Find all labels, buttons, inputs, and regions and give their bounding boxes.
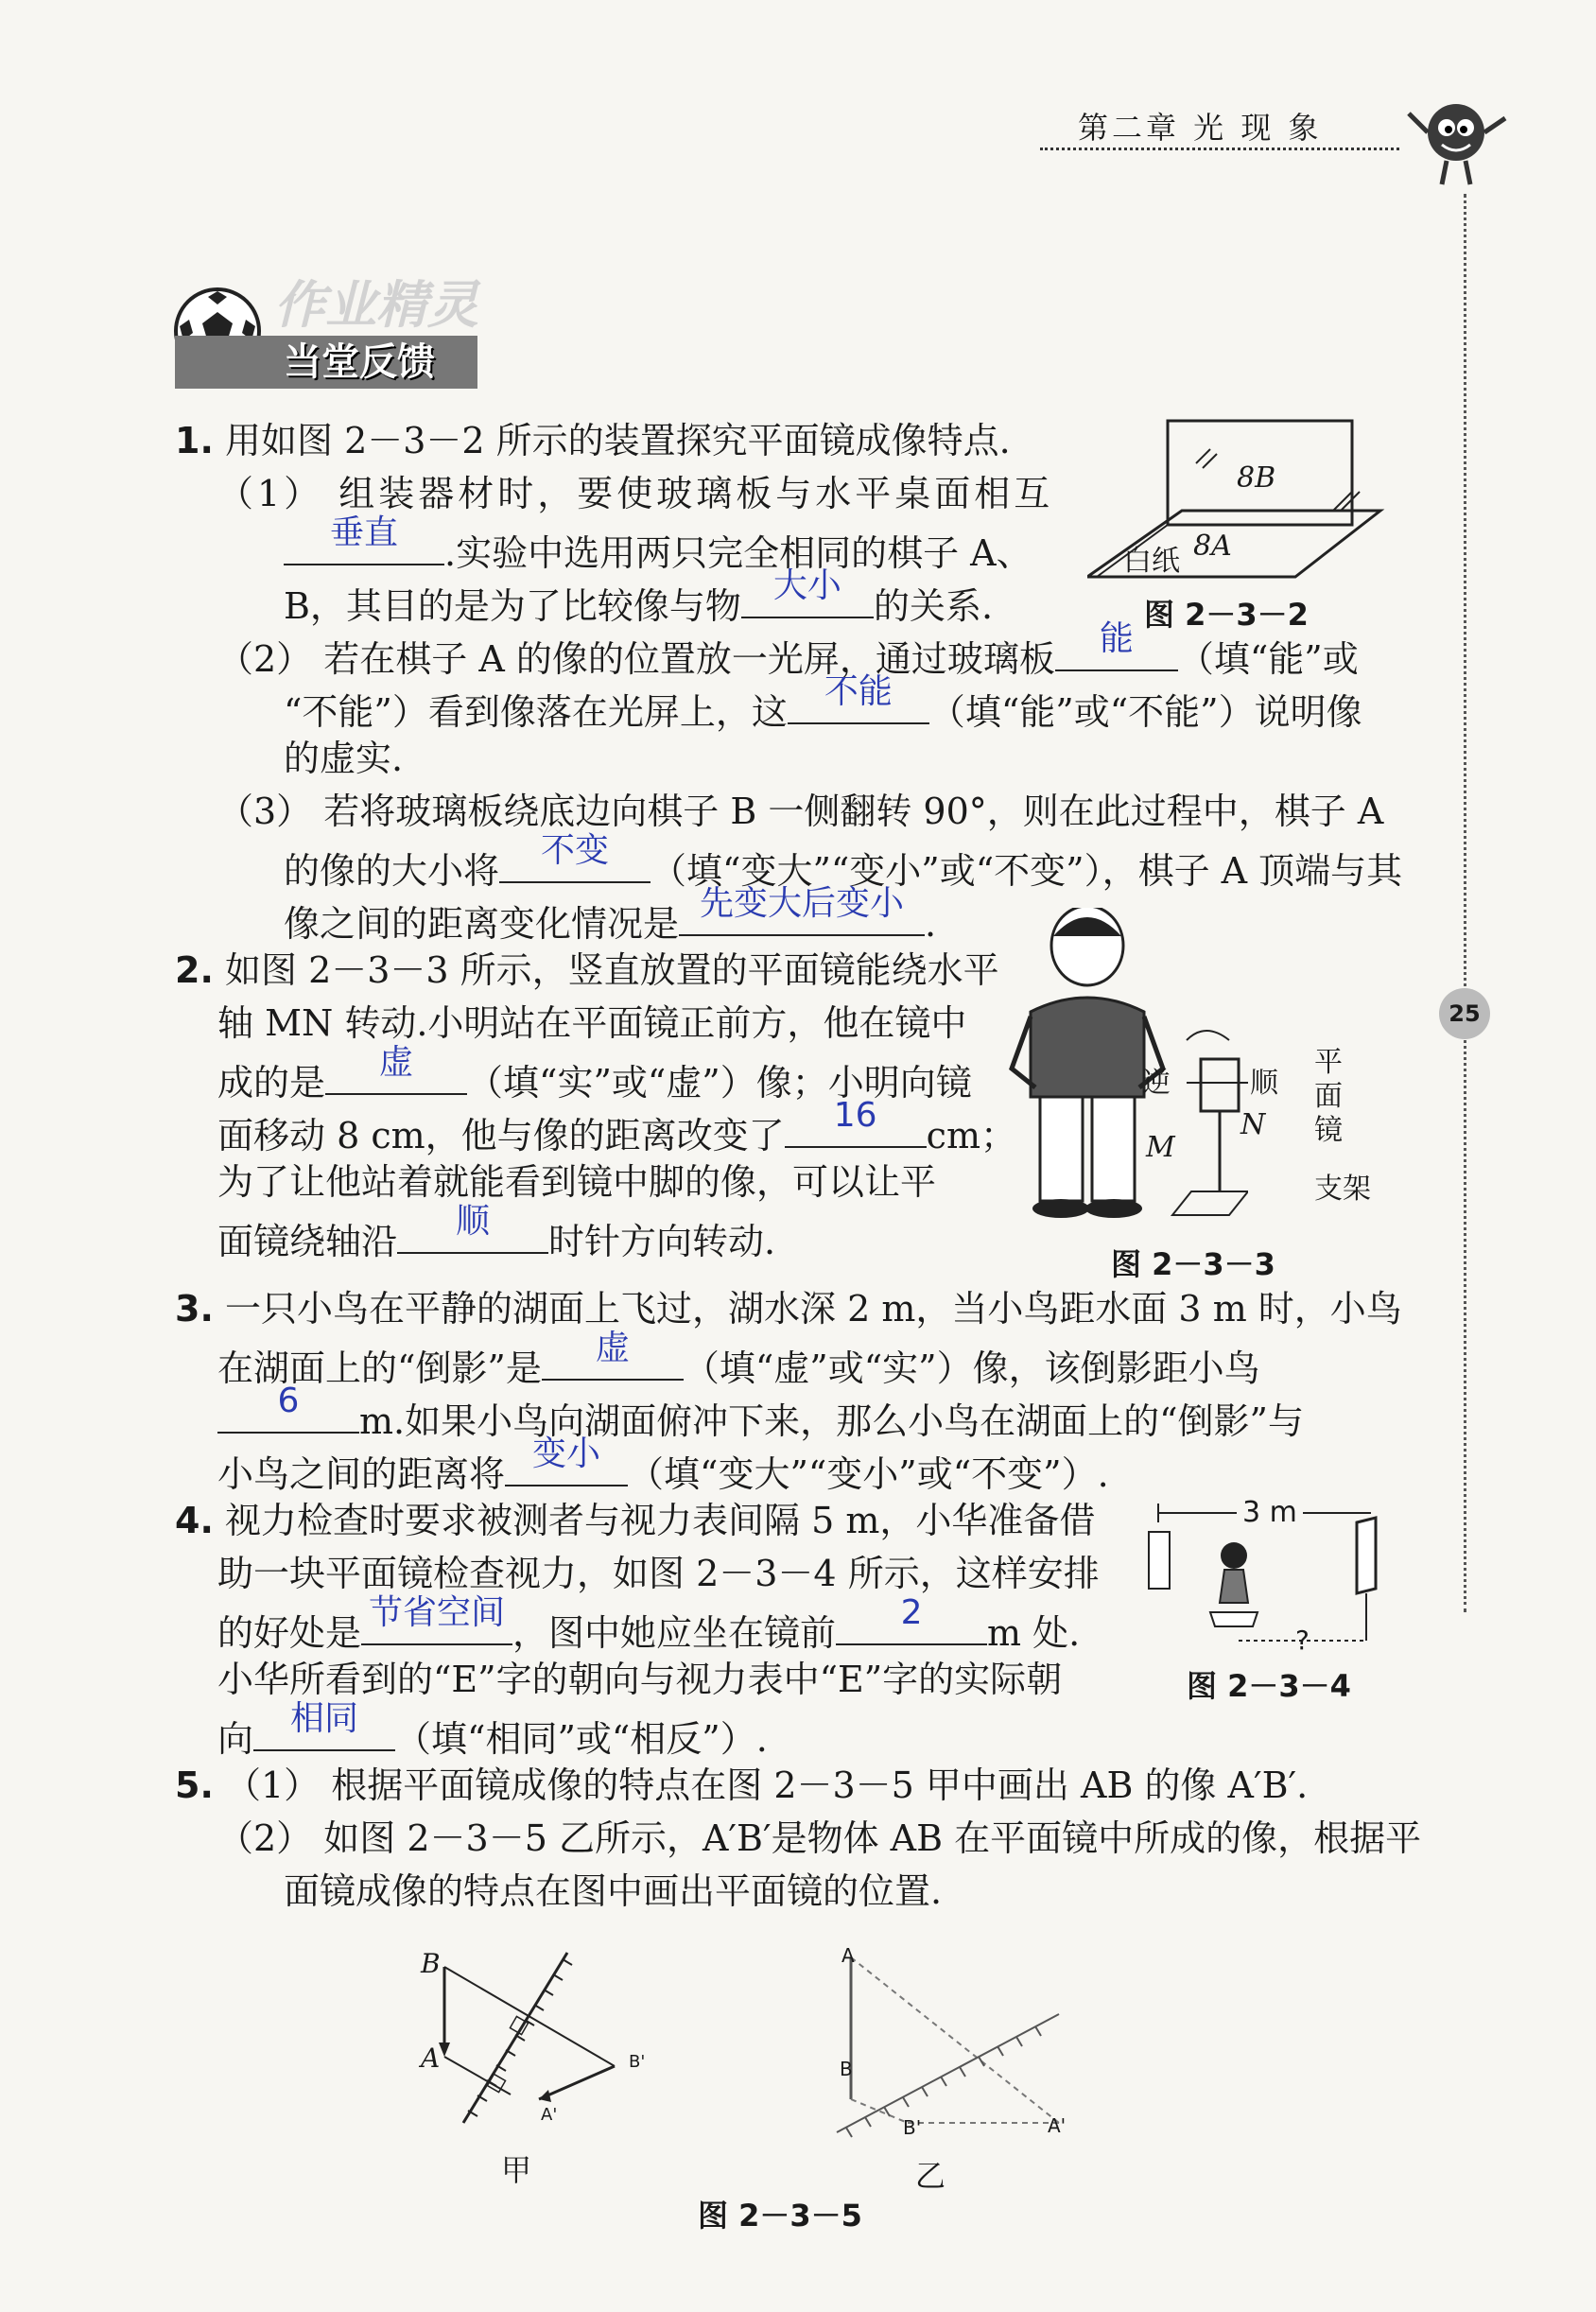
- q3-line4: [217, 1434, 1109, 1499]
- q3-line2: [217, 1329, 1260, 1393]
- q2-answer-blank-1: [325, 1043, 467, 1095]
- q5-line3: 面镜成像的特点在图中画出平面镜的位置.: [284, 1870, 943, 1912]
- fig-2-3-3-label-ni: 逆: [1142, 1067, 1171, 1100]
- fig-2-3-2-label-paper: 白纸: [1123, 545, 1180, 578]
- q1-answer-blank-1: [284, 513, 444, 565]
- yi-label-b-prime: B': [903, 2116, 922, 2139]
- q3-text-4a: 小鸟之间的距离将: [217, 1453, 506, 1495]
- q1-part1-line1: （1） 组装器材时，要使玻璃板与水平桌面相互: [217, 473, 1054, 514]
- q1-part2-text-b: （填“能”或: [1177, 638, 1359, 680]
- q2-text-3a: 成的是: [217, 1062, 326, 1104]
- q4-answer-blank-1: [361, 1593, 512, 1645]
- q4-line1: [175, 1496, 1095, 1545]
- fig-2-3-3-label-shun: 顺: [1250, 1067, 1278, 1100]
- fig-2-3-5-caption: 图 2－3－5: [698, 2198, 862, 2234]
- fig-2-3-5-yi-label: 乙: [915, 2158, 946, 2194]
- q4-text-3c: m 处.: [987, 1612, 1081, 1654]
- fig-2-3-3-label-n: N: [1240, 1108, 1266, 1141]
- q4-answer-blank-3: [253, 1699, 395, 1751]
- q3-line1: [175, 1284, 1402, 1333]
- q2-answer-blank-2: [785, 1096, 927, 1148]
- fig-2-3-2-caption: 图 2－3－2: [1144, 597, 1309, 633]
- q4-answer-3: 相同: [290, 1699, 359, 1738]
- section-title: 当堂反馈: [284, 340, 435, 384]
- q3-text-2b: （填“虚”或“实”）像，该倒影距小鸟: [683, 1347, 1260, 1389]
- fig-2-3-3-label-m: M: [1146, 1131, 1175, 1164]
- jia-label-b: B: [421, 1948, 441, 1979]
- q5-line2: （2） 如图 2－3－5 乙所示，A′B′是物体 AB 在平面镜中所成的像，根据平: [217, 1817, 1422, 1859]
- q3-text-4b: （填“变大”“变小”或“不变”）.: [628, 1453, 1109, 1495]
- watermark-text: 作业精灵: [274, 275, 478, 335]
- q1-part1-text-b: .实验中选用两只完全相同的棋子 A、: [444, 532, 1032, 574]
- q1-part2-text-c: “不能”）看到像落在光屏上，这: [284, 691, 788, 733]
- margin-dotted-line: [1464, 194, 1466, 1612]
- q4-text-1: 视力检查时要求被测者与视力表间隔 5 m，小华准备借: [224, 1500, 1096, 1541]
- q2-text-4a: 面移动 8 cm，他与像的距离改变了: [217, 1115, 785, 1156]
- q2-line1: [175, 946, 999, 995]
- q4-answer-blank-2: [836, 1593, 987, 1645]
- q2-line6: [217, 1202, 776, 1266]
- q2-answer-2: 16: [833, 1096, 877, 1135]
- q4-answer-2: 2: [900, 1593, 923, 1632]
- q1-part3-line1: （3） 若将玻璃板绕底边向棋子 B 一侧翻转 90°，则在此过程中，棋子 A: [217, 791, 1384, 832]
- q4-line4: 小华所看到的“E”字的朝向与视力表中“E”字的实际朝: [217, 1659, 1063, 1700]
- q1-part1-line3: [284, 566, 994, 631]
- q1-part2-line2: [284, 672, 1362, 737]
- q1-part3-line3: [284, 884, 937, 948]
- q2-line4: [217, 1096, 1016, 1160]
- fig-2-3-3-label-stand: 支架: [1314, 1173, 1371, 1206]
- q3-answer-blank-2: [217, 1382, 359, 1434]
- q3-number: 3.: [175, 1288, 214, 1330]
- q2-line5: 为了让他站着就能看到镜中脚的像，可以让平: [217, 1161, 937, 1203]
- q2-answer-blank-3: [397, 1202, 548, 1254]
- jia-label-a-prime: A': [541, 2105, 558, 2125]
- q4-text-3a: 的好处是: [217, 1612, 362, 1654]
- mascot-icon: [1399, 90, 1513, 194]
- q1-stem-text: 用如图 2－3－2 所示的装置探究平面镜成像特点.: [224, 420, 1011, 461]
- q3-answer-2: 6: [277, 1382, 300, 1420]
- q1-part1-text-d: 的关系.: [873, 585, 994, 627]
- fig-2-3-2-label-a: 8A: [1193, 530, 1232, 563]
- q1-part1-line2: [284, 513, 1032, 578]
- q1-part3-text-c: （填“变大”“变小”或“不变”），棋子 A 顶端与其: [651, 850, 1403, 892]
- q2-text-1: 如图 2－3－3 所示，竖直放置的平面镜能绕水平: [224, 949, 999, 991]
- q1-answer-1: 垂直: [329, 513, 398, 552]
- q2-text-6a: 面镜绕轴沿: [217, 1221, 398, 1262]
- q1-answer-blank-6: [679, 884, 925, 936]
- q1-answer-blank-4: [788, 672, 929, 724]
- q3-line3: [217, 1382, 1304, 1446]
- fig-2-3-3-label-mirror: 平面镜: [1314, 1046, 1343, 1147]
- q4-text-5a: 向: [217, 1718, 254, 1760]
- q1-answer-5: 不变: [541, 831, 610, 870]
- chapter-header: 第二章 光 现 象: [1078, 110, 1323, 146]
- fig-2-3-4-question-mark: ?: [1295, 1625, 1310, 1656]
- q4-text-3b: ，图中她应坐在镜前: [512, 1612, 837, 1654]
- page-number: 25: [1439, 988, 1490, 1039]
- q1-part2-line3: 的虚实.: [284, 738, 404, 779]
- q1-part3-text-e: .: [925, 903, 937, 945]
- q3-answer-blank-1: [542, 1329, 684, 1381]
- q4-line2: 助一块平面镜检查视力，如图 2－3－4 所示，这样安排: [217, 1553, 1100, 1594]
- q5-line1: [175, 1761, 1308, 1810]
- q3-text-1: 一只小鸟在平静的湖面上飞过，湖水深 2 m，当小鸟距水面 3 m 时，小鸟: [224, 1288, 1402, 1330]
- fig-2-3-2-label-b: 8B: [1237, 461, 1276, 495]
- q3-text-3b: m.如果小鸟向湖面俯冲下来，那么小鸟在湖面上的“倒影”与: [359, 1400, 1304, 1442]
- q2-answer-1: 虚: [379, 1043, 414, 1082]
- q4-number: 4.: [175, 1500, 214, 1541]
- q2-number: 2.: [175, 949, 214, 991]
- q5-part1-text: （1） 根据平面镜成像的特点在图 2－3－5 甲中画出 AB 的像 A′B′.: [224, 1764, 1309, 1806]
- q5-number: 5.: [175, 1764, 214, 1806]
- q3-answer-3: 变小: [532, 1434, 601, 1473]
- q4-line3: [217, 1593, 1081, 1658]
- header-rule: [1040, 148, 1399, 150]
- q1-answer-blank-2: [741, 566, 874, 618]
- fig-2-3-3-caption: 图 2－3－3: [1111, 1246, 1275, 1282]
- fig-2-3-4-caption: 图 2－3－4: [1187, 1668, 1351, 1704]
- jia-label-b-prime: B': [629, 2052, 646, 2072]
- yi-label-a: A: [841, 1944, 855, 1967]
- q4-answer-1: 节省空间: [369, 1593, 506, 1632]
- q2-text-4b: cm；: [926, 1115, 1016, 1156]
- q4-text-5b: （填“相同”或“相反”）.: [395, 1718, 768, 1760]
- jia-label-a: A: [421, 2043, 441, 2074]
- fig-2-3-4-distance: 3 m: [1237, 1496, 1303, 1529]
- yi-label-b: B: [840, 2058, 853, 2080]
- q3-answer-1: 虚: [595, 1329, 630, 1367]
- figure-2-3-5-jia: [407, 1948, 671, 2137]
- q4-line5: [217, 1699, 768, 1764]
- q2-line2: 轴 MN 转动.小明站在平面镜正前方，他在镜中: [217, 1002, 967, 1044]
- fig-2-3-5-jia-label: 甲: [501, 2152, 532, 2188]
- q1-part2-text-d: （填“能”或“不能”）说明像: [928, 691, 1362, 733]
- q1-answer-blank-5: [499, 831, 651, 883]
- q1-stem: [175, 416, 1011, 465]
- q1-answer-3: 能: [1099, 619, 1134, 658]
- figure-2-3-3: [1002, 908, 1248, 1229]
- q1-answer-4: 不能: [824, 672, 893, 711]
- yi-label-a-prime: A': [1048, 2114, 1067, 2137]
- q2-answer-3: 顺: [456, 1202, 491, 1241]
- q1-number: 1.: [175, 420, 214, 461]
- q3-text-2a: 在湖面上的“倒影”是: [217, 1347, 542, 1389]
- q1-part1-text-c: B，其目的是为了比较像与物: [284, 585, 741, 627]
- q1-part2-text-a: （2） 若在棋子 A 的像的位置放一光屏，通过玻璃板: [217, 638, 1055, 680]
- q1-answer-2: 大小: [772, 566, 841, 605]
- q2-text-3b: （填“实”或“虚”）像；小明向镜: [467, 1062, 972, 1104]
- q2-text-6b: 时针方向转动.: [548, 1221, 776, 1262]
- q1-answer-6: 先变大后变小: [700, 884, 905, 923]
- q1-part3-text-b: 的像的大小将: [284, 850, 500, 892]
- q3-answer-blank-3: [505, 1434, 628, 1486]
- q1-part3-text-d: 像之间的距离变化情况是: [284, 903, 680, 945]
